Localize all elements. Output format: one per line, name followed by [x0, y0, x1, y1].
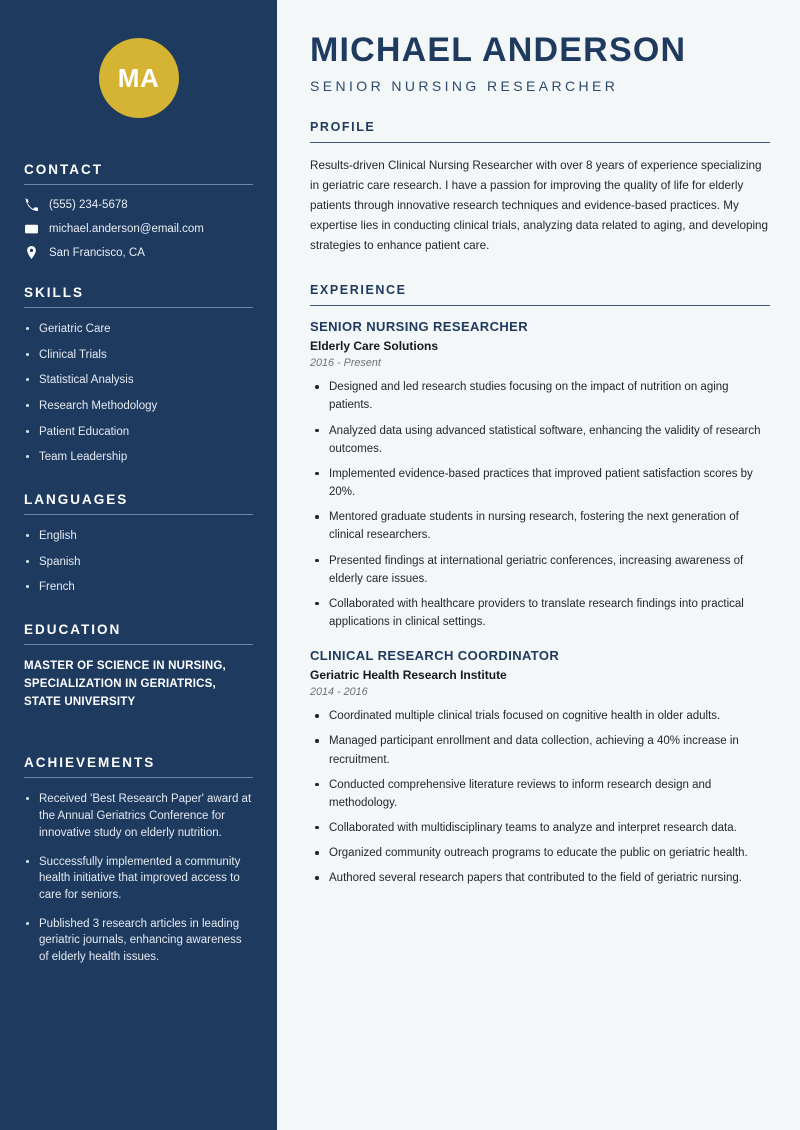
sidebar [0, 0, 280, 1130]
languages-list [24, 528, 253, 596]
list-item: French [24, 579, 253, 596]
job-title: SENIOR NURSING RESEARCHER [310, 319, 529, 335]
sidebar-section-languages [24, 492, 253, 596]
experience-entry [310, 648, 770, 887]
experience-heading: EXPERIENCE [310, 283, 407, 298]
job-company: Elderly Care Solutions [310, 339, 439, 354]
list-item: Spanish [24, 554, 253, 571]
sidebar-section-skills [24, 285, 253, 466]
contact-row-location[interactable] [24, 246, 253, 259]
profile-divider [310, 142, 770, 143]
contact-value-location: San Francisco, CA [49, 246, 145, 259]
job-title: CLINICAL RESEARCH COORDINATOR [310, 648, 560, 664]
skills-divider [24, 307, 253, 308]
education-item: MASTER OF SCIENCE IN NURSING, SPECIALIZATION IN GERIATRICS, STATE UNIVERSITY [24, 660, 226, 708]
contact-value-phone: (555) 234-5678 [49, 198, 128, 211]
list-item: Clinical Trials [24, 347, 253, 364]
skills-heading: SKILLS [24, 285, 85, 300]
spacer [24, 737, 253, 755]
list-item: Presented findings at international geriatric conferences, increasing awareness of elderly care issues. [310, 552, 770, 588]
avatar: MA [99, 38, 179, 118]
profile-text: Results-driven Clinical Nursing Researcher with over 8 years of experience specializing in geriatric care research. I have a passion for improving the quality of life for elderly patients through innovative research techniques and evidence-based practices. My expertise lies in conducting clinical trials, analyzing data related to aging, and developing strategies to enhance patient care. [310, 158, 769, 253]
achievements-list [24, 791, 253, 965]
sidebar-section-achievements [24, 755, 253, 965]
professional-title: SENIOR NURSING RESEARCHER [310, 77, 619, 94]
education-divider [24, 644, 253, 645]
list-item: Organized community outreach programs to educate the public on geriatric health. [310, 844, 770, 862]
list-item: Team Leadership [24, 449, 253, 466]
contact-heading: CONTACT [24, 162, 103, 177]
list-item: Implemented evidence-based practices that improved patient satisfaction scores by 20%. [310, 465, 770, 501]
experience-entry [310, 319, 770, 631]
contact-row-email[interactable] [24, 222, 253, 235]
languages-heading: LANGUAGES [24, 492, 129, 508]
section-experience [310, 283, 770, 887]
list-item: Collaborated with multidisciplinary teams to analyze and interpret research data. [310, 819, 770, 837]
job-bullet-list [310, 707, 770, 887]
list-item: Statistical Analysis [24, 372, 253, 389]
sidebar-section-education [24, 622, 253, 711]
list-item: Coordinated multiple clinical trials focused on cognitive health in older adults. [310, 707, 770, 725]
job-dates: 2016 - Present [310, 357, 381, 370]
contact-value-email: michael.anderson@email.com [49, 222, 204, 235]
contact-row-phone[interactable] [24, 198, 253, 211]
achievements-divider [24, 777, 253, 778]
list-item: Designed and led research studies focusing on the impact of nutrition on aging patients. [310, 378, 770, 414]
avatar-container [24, 0, 253, 162]
phone-icon [24, 198, 38, 211]
main-content [280, 0, 800, 1130]
list-item: Geriatric Care [24, 321, 253, 338]
job-company: Geriatric Health Research Institute [310, 668, 507, 683]
page-title: MICHAEL ANDERSON [310, 31, 687, 69]
location-pin-icon [24, 246, 38, 259]
experience-divider [310, 305, 770, 306]
education-heading: EDUCATION [24, 622, 122, 638]
list-item: Authored several research papers that contributed to the field of geriatric nursing. [310, 869, 770, 887]
sidebar-section-contact [24, 162, 253, 259]
skills-list [24, 321, 253, 466]
list-item: Published 3 research articles in leading geriatric journals, enhancing awareness of elderly health issues. [24, 916, 253, 966]
languages-divider [24, 514, 253, 515]
list-item: Collaborated with healthcare providers to translate research findings into practical applications in clinical settings. [310, 595, 770, 631]
achievements-heading: ACHIEVEMENTS [24, 755, 156, 771]
list-item: Research Methodology [24, 398, 253, 415]
list-item: Patient Education [24, 424, 253, 441]
list-item: Received 'Best Research Paper' award at the Annual Geriatrics Conference for innovative study on elderly nutrition. [24, 791, 253, 841]
profile-heading: PROFILE [310, 119, 376, 134]
list-item: English [24, 528, 253, 545]
list-item: Analyzed data using advanced statistical software, enhancing the validity of research outcomes. [310, 422, 770, 458]
job-bullet-list [310, 378, 770, 631]
job-dates: 2014 - 2016 [310, 686, 368, 699]
list-item: Managed participant enrollment and data collection, achieving a 40% increase in recruitment. [310, 732, 770, 768]
list-item: Conducted comprehensive literature reviews to inform research design and methodology. [310, 776, 770, 812]
envelope-icon [24, 222, 38, 235]
contact-divider [24, 184, 253, 185]
list-item: Successfully implemented a community health initiative that improved access to care for seniors. [24, 854, 253, 904]
list-item: Mentored graduate students in nursing research, fostering the next generation of clinical researchers. [310, 508, 770, 544]
section-profile [310, 120, 770, 257]
